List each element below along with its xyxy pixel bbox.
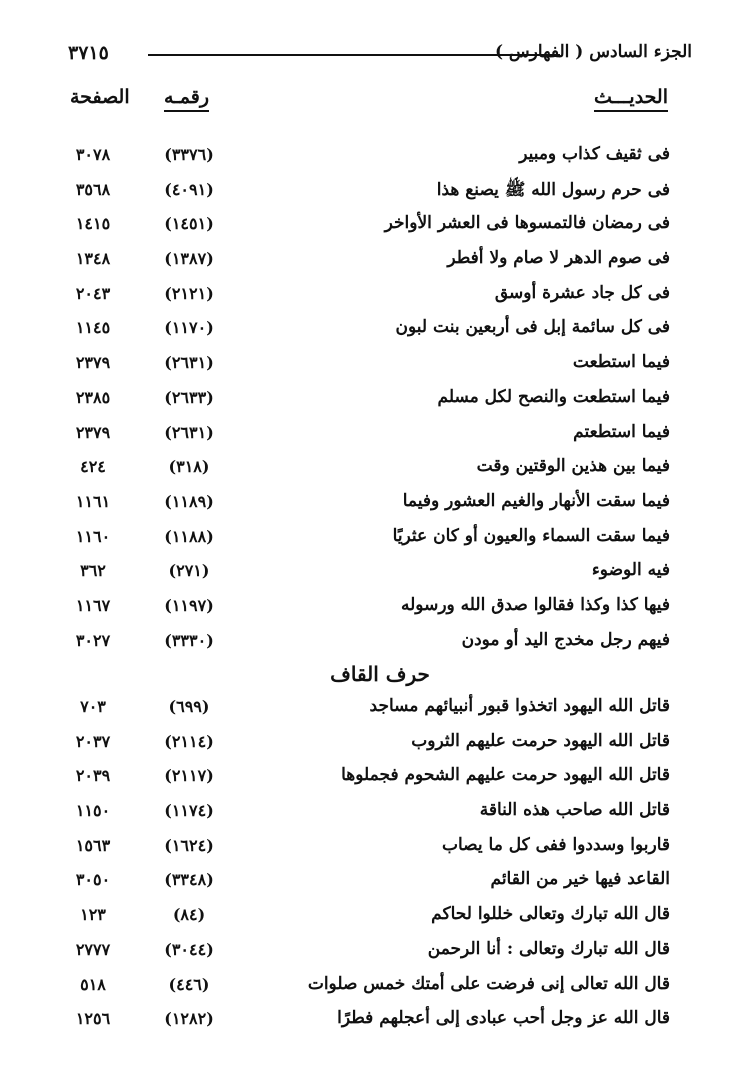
hadith-text: قاتل الله صاحب هذه الناقة (479, 800, 670, 821)
list-item (0, 418, 756, 453)
page-ref: ١٤١٥ (75, 214, 111, 234)
hadith-number: (١١٩٧) (164, 595, 214, 615)
hadith-number: (٢٦٣١) (164, 353, 214, 373)
list-item (0, 591, 756, 626)
hadith-number: (٤٤٦) (168, 974, 210, 994)
column-header-page: الصفحة (70, 86, 130, 108)
list-item (0, 140, 756, 175)
list-item (0, 626, 756, 661)
hadith-text: فيما سقت السماء والعيون أو كان عثريًا (392, 525, 670, 546)
hadith-text: قال الله عز وجل أحب عبادى إلى أعجلهم فطرًا (337, 1008, 670, 1029)
list-item (0, 900, 756, 935)
list-item (0, 727, 756, 762)
hadith-number: (٤٠٩١) (164, 179, 214, 199)
hadith-text: قاربوا وسددوا ففى كل ما يصاب (441, 834, 670, 855)
hadith-number: (١١٧٠) (164, 318, 214, 338)
hadith-text: فى حرم رسول الله ﷺ يصنع هذا (436, 179, 670, 200)
hadith-number: (٣٣٧٦) (164, 145, 214, 164)
hadith-text: قاتل الله اليهود اتخذوا قبور أنبيائهم مساجد (369, 696, 670, 716)
list-item (0, 796, 756, 831)
page-number: ٣٧١٥ (68, 42, 109, 64)
list-item (0, 970, 756, 1005)
hadith-number: (٢١٢١) (164, 283, 214, 303)
section-title: حرف القاف (330, 662, 430, 686)
page-ref: ١١٦٧ (75, 595, 111, 615)
hadith-text: فيما استطعت والنصح لكل مسلم (437, 386, 670, 407)
hadith-text: القاعد فيها خير من القائم (490, 869, 670, 890)
page-header (68, 40, 692, 70)
list-item (0, 865, 756, 900)
header-title: الجزء السادس ( الفهارس ) (494, 42, 692, 62)
list-item (0, 175, 756, 210)
hadith-number: (٣٠٤٤) (164, 939, 214, 959)
page-ref: ٤٢٤ (80, 457, 106, 477)
list-item (0, 522, 756, 557)
hadith-text: فيها كذا وكذا فقالوا صدق الله ورسوله (401, 594, 670, 615)
hadith-number: (١١٧٤) (164, 801, 214, 821)
hadith-text: فيما استطعتم (573, 421, 670, 442)
page-ref: ١١٦١ (75, 491, 111, 511)
hadith-number: (٣٣٤٨) (164, 870, 214, 890)
entries-list-fa (0, 140, 756, 660)
hadith-text: قاتل الله اليهود حرمت عليهم الشحوم فجملوها (341, 765, 670, 786)
hadith-number: (٢٦٣٣) (164, 387, 214, 407)
list-item (0, 383, 756, 418)
hadith-text: قال الله تبارك وتعالى خللوا لحاكم (431, 904, 670, 925)
hadith-text: قاتل الله اليهود حرمت عليهم الثروب (411, 730, 670, 751)
hadith-text: فيهم رجل مخدج اليد أو مودن (461, 629, 670, 650)
list-item (0, 313, 756, 348)
hadith-number: (٢٦٣١) (164, 422, 214, 442)
page-ref: ٢٠٤٣ (75, 283, 111, 303)
list-item (0, 244, 756, 279)
list-item (0, 556, 756, 591)
hadith-number: (١٢٨٢) (164, 1009, 214, 1029)
list-item (0, 487, 756, 522)
hadith-text: فيما بين هذين الوقتين وقت (476, 456, 670, 477)
page-ref: ٧٠٣ (80, 697, 106, 716)
page-ref: ١٥٦٣ (75, 835, 111, 855)
page-ref: ١١٦٠ (75, 526, 111, 546)
list-item (0, 761, 756, 796)
page-ref: ٢٣٧٩ (75, 353, 111, 373)
page-ref: ٢٣٧٩ (75, 422, 111, 442)
list-item (0, 831, 756, 866)
hadith-number: (١٦٢٤) (164, 835, 214, 855)
page-ref: ٢٣٨٥ (75, 387, 111, 407)
list-item (0, 1004, 756, 1039)
column-header-number: رقمـه (164, 86, 209, 112)
page-ref: ١١٤٥ (75, 318, 111, 338)
page-ref: ١٢٣ (80, 905, 106, 925)
list-item (0, 209, 756, 244)
hadith-number: (٢١١٤) (164, 731, 214, 751)
hadith-number: (١١٨٩) (164, 491, 214, 511)
page-ref: ٣٠٧٨ (75, 145, 111, 164)
page-ref: ٣٠٥٠ (75, 870, 111, 890)
page-ref: ٣٥٦٨ (75, 179, 111, 199)
hadith-text: فيه الوضوء (591, 560, 670, 581)
hadith-number: (٢٧١) (168, 561, 210, 581)
hadith-number: (٨٤) (172, 905, 206, 925)
entries-list-qaf (0, 692, 756, 1039)
hadith-text: قال الله تعالى إنى فرضت على أمتك خمس صلوات (307, 973, 670, 994)
hadith-text: قال الله تبارك وتعالى : أنا الرحمن (427, 938, 670, 959)
list-item (0, 348, 756, 383)
list-item (0, 279, 756, 314)
page-ref: ٢٧٧٧ (75, 939, 111, 959)
hadith-text: فى كل سائمة إبل فى أربعين بنت لبون (395, 317, 670, 338)
page-ref: ٣٦٢ (80, 561, 106, 581)
page-ref: ١٣٤٨ (75, 249, 111, 269)
page-ref: ١١٥٠ (75, 801, 111, 821)
hadith-text: فى ثقيف كذاب ومبير (519, 144, 670, 164)
list-item (0, 935, 756, 970)
page-ref: ٥١٨ (80, 974, 106, 994)
list-item (0, 692, 756, 727)
hadith-number: (٣١٨) (168, 457, 210, 477)
page-ref: ٢٠٣٩ (75, 766, 111, 786)
column-header-hadith: الحديـــث (594, 86, 668, 112)
hadith-text: فيما استطعت (572, 352, 670, 373)
hadith-text: فيما سقت الأنهار والغيم العشور وفيما (402, 490, 670, 511)
hadith-number: (٢١١٧) (164, 766, 214, 786)
hadith-text: فى كل جاد عشرة أوسق (494, 282, 670, 303)
hadith-text: فى صوم الدهر لا صام ولا أفطر (447, 248, 670, 269)
hadith-text: فى رمضان فالتمسوها فى العشر الأواخر (384, 213, 670, 234)
page-ref: ٢٠٣٧ (75, 731, 111, 751)
page-ref: ٣٠٢٧ (75, 630, 111, 650)
page-ref: ١٢٥٦ (75, 1009, 111, 1029)
hadith-number: (٦٩٩) (168, 697, 210, 716)
hadith-number: (٣٣٣٠) (164, 630, 214, 650)
list-item (0, 452, 756, 487)
hadith-number: (١٣٨٧) (164, 249, 214, 269)
hadith-number: (١١٨٨) (164, 526, 214, 546)
hadith-number: (١٤٥١) (164, 214, 214, 234)
